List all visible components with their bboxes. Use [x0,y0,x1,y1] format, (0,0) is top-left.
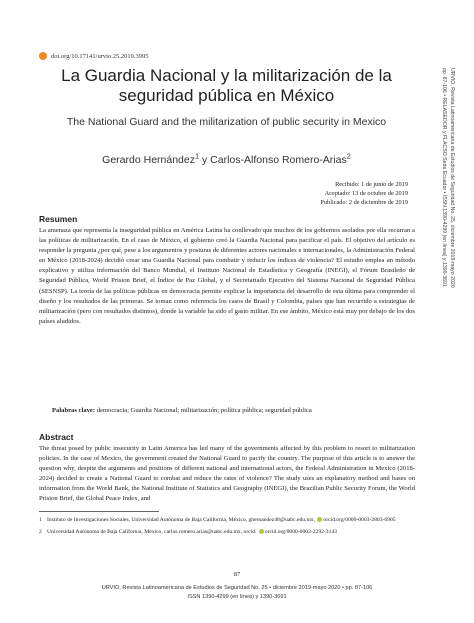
date-published: Publicado: 2 de diciembre de 2019 [320,199,408,206]
author-line [39,151,414,166]
article-subtitle: The National Guard and the militarization of public security in Mexico [66,116,387,128]
page-number: 87 [233,571,241,578]
keywords-label: Palabras clave: [52,407,96,414]
date-received: Recibido: 1 de junio de 2019 [335,181,408,188]
abstract-text: The threat posed by public insecurity in Latin America has led many of the governments affected by this problem to resort to militarization policies. In the case of Mexico, the government created the National Guard to pacify the country. The purpose of this article is to answer the question why, despite the arguments and positions of different national and international actors, the Federal Administration in Mexico (2018-2024) decided to create a National Guard to combat and reduce the rates of violence? The study uses an explanatory method and bases on information from the World Bank, the National Institute of Statistics and Geography (INEGI), the Brazilian Public Security Forum, the World Prision Brief, the Global Peace Index, and [39,445,415,503]
abstract-heading: Abstract [39,432,74,442]
doi-link[interactable]: doi.org/10.17141/urvio.25.2019.3995 [51,52,149,60]
footnote-1-orcid-link[interactable]: orcid.org/0000-0003-2803-6905 [323,517,396,523]
journal-issn: ISSN 1390-4299 (en línea) y 1390-3691 [187,594,287,600]
author-connector: y [199,154,211,166]
orcid-icon [259,529,264,534]
journal-footer [0,584,474,602]
footnote-1-number: 1 [39,517,42,523]
publication-dates [320,180,408,207]
article-title: La Guardia Nacional y la militarización de la seguridad pública en México [61,66,392,105]
footnote-2-text: Universidad Autónoma de Baja California, México, carlos.romero.arias@uabc.edu.mx, orcid. [47,529,257,535]
orcid-icon [317,517,322,522]
resumen-body [39,226,415,327]
footnote-rule [39,511,159,512]
keywords [52,406,414,416]
keywords-text: democracia; Guardia Nacional; militarización; política pública; seguridad pública [95,407,312,414]
side-journal-strip [420,68,456,408]
footnotes [39,516,415,540]
side-strip-line-1: URVIO, Revista Latinoamericana de Estudios de Seguridad No. 25, diciembre 2019-mayo 2020 [449,68,455,288]
footnote-2-number: 2 [39,529,42,535]
footnote-2 [39,528,415,537]
author-1-footnote-ref[interactable]: 1 [194,151,200,161]
journal-citation: URVIO, Revista Latinoamericana de Estudios de Seguridad No. 25 • diciembre 2019-mayo 2020 • pp. 87-106 [101,585,373,591]
author-2-footnote-ref[interactable]: 2 [346,151,351,161]
footnote-1-text: Instituto de Investigaciones Sociales, Universidad Autónoma de Baja California, México, ghernandez48@uabc.edu.mx, [47,517,315,523]
footnote-1 [39,516,415,525]
doi-icon [39,52,47,60]
resumen-heading: Resumen [39,214,78,224]
side-strip-line-2: pp. 87-106 • RELASEDOR y FLACSO Sede Ecuador • ISSN 1390-4299 (en línea) y 1390-3691 [441,68,447,287]
abstract-body [39,444,415,505]
footnote-2-orcid-link[interactable]: orcid.org/0000-0002-2292-3143 [264,529,337,535]
author-1: Gerardo Hernández [102,154,195,166]
author-2: Carlos-Alfonso Romero-Arias [210,154,347,166]
resumen-text: La amenaza que representa la inseguridad pública en América Latina ha conllevado que muchos de los gobiernos asolados por ella recurran a las políticas de militarización. En el caso de México, el gobierno creó la Guardia Nacional para pacificar el país. El objetivo del artículo es responder la pregunta ¿por qué, pese a los argumentos y posturas de diferentes actores nacionales e internacionales, la Administración Federal en México (2018-2024) decidió crear una Guardia Nacional para combatir y reducir los índices de violencia? El estudio emplea un método explicativo y utiliza información del Banco Mundial, el Instituto Nacional de Estadística y Geografía (INEGI), el Fórum Brasileño de Seguridad Pública, World Prision Brief, el Índice de Paz Global, y el Secretariado Ejecutivo del Sistema Nacional de Seguridad Pública (SESNSP). La teoría de las políticas públicas en democracia permite explicar la importancia del desarrollo de esta última para comprender el diseño y los resultados de las primeras. Se toman como referencia los casos de Brasil y Colombia, países que han recurrido a estrategias de militarización (pero con resultados distintos), donde la variable ha sido el gasto militar. En ese ámbito, México está muy por debajo de los dos países aludidos. [39,227,415,325]
date-accepted: Aceptado: 13 de octubre de 2019 [324,190,408,197]
doi-row [39,52,149,60]
